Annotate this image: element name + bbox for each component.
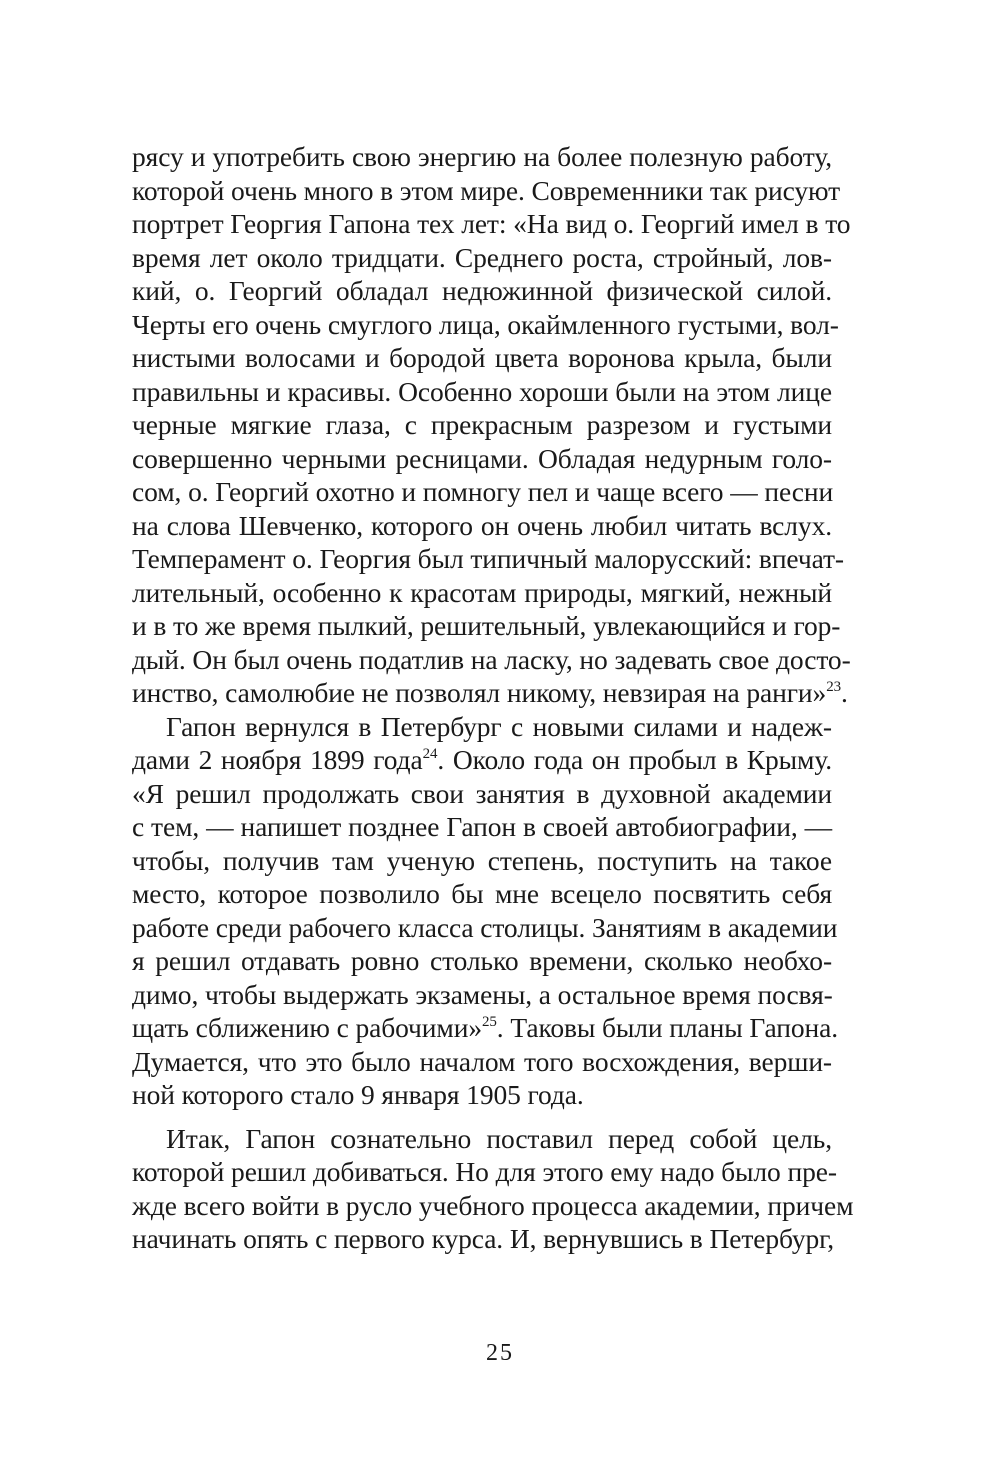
text-line: рясу и употребить свою энергию на более полезную работу, — [132, 141, 832, 172]
text-line: Темперамент о. Георгия был типичный малорусский: впечат- — [132, 543, 844, 574]
text-line: время лет около тридцати. Среднего роста, стройный, лов- — [132, 241, 832, 273]
text-line: дый. Он был очень податлив на ласку, но задевать свое досто- — [132, 643, 851, 675]
text-line — [132, 1011, 839, 1045]
line-text: инство, самолюбие не позволял никому, невзирая на ранги» — [132, 677, 827, 708]
paragraph-3 — [132, 1122, 854, 1256]
text-line: и в то же время пылкий, решительный, увлекающийся и гор- — [132, 610, 841, 641]
text-line: правильны и красивы. Особенно хороши были на этом лице — [132, 375, 832, 407]
text-line: черные мягкие глаза, с прекрасным разрезом и густыми — [132, 409, 832, 440]
text-line: Черты его очень смуглого лица, окаймленного густыми, вол- — [132, 308, 839, 340]
line-text: щать сближению с рабочими» — [132, 1012, 482, 1043]
text-line: я решил отдавать ровно столько времени, сколько необхо- — [132, 945, 832, 976]
text-line-last — [132, 676, 848, 710]
line-text: . Таковы были планы Гапона. — [496, 1012, 839, 1043]
text-line: чтобы, получив там ученую степень, поступить на такое — [132, 844, 832, 876]
text-line: которой очень много в этом мире. Современники так рисуют — [132, 174, 840, 206]
text-line: с тем, — напишет позднее Гапон в своей автобиографии, — — [132, 811, 832, 842]
text-line: работе среди рабочего класса столицы. Занятиям в академии — [132, 911, 838, 943]
text-line: совершенно черными ресницами. Обладая недурным голо- — [132, 442, 832, 474]
text-line-last: ной которого стало 9 января 1905 года. — [132, 1079, 584, 1110]
line-text: дами 2 ноября 1899 года — [132, 744, 423, 775]
body-text — [132, 140, 854, 1256]
text-line: кий, о. Георгий обладал недюжинной физической силой. — [132, 275, 832, 306]
line-text: . — [841, 677, 848, 708]
text-line: нистыми волосами и бородой цвета воронова крыла, были — [132, 342, 832, 373]
text-line: сом, о. Георгий охотно и помногу пел и чаще всего — песни — [132, 476, 834, 507]
text-line: на слова Шевченко, которого он очень любил читать вслух. — [132, 509, 832, 541]
text-line: портрет Георгия Гапона тех лет: «На вид о. Георгий имел в то — [132, 208, 851, 239]
paragraph-spacer — [132, 1112, 832, 1122]
text-line: Гапон вернулся в Петербург с новыми силами и надеж- — [166, 710, 832, 742]
text-line: которой решил добиваться. Но для этого ему надо было пре- — [132, 1156, 837, 1187]
text-line: начинать опять с первого курса. И, вернувшись в Петербург, — [132, 1223, 835, 1254]
footnote-ref: 24 — [422, 746, 438, 762]
paragraph-1 — [132, 140, 851, 710]
text-line: жде всего войти в русло учебного процесса академии, причем — [132, 1189, 854, 1221]
text-line: Думается, что это было началом того восхождения, верши- — [132, 1045, 832, 1077]
page-number: 25 — [486, 1340, 514, 1366]
text-line: «Я решил продолжать свои занятия в духовной академии — [132, 777, 832, 809]
line-text: . Около года он пробыл в Крыму. — [437, 744, 832, 775]
text-line: лительный, особенно к красотам природы, мягкий, нежный — [132, 576, 832, 608]
text-line — [132, 743, 832, 777]
footnote-ref: 23 — [826, 679, 841, 695]
paragraph-2 — [132, 710, 839, 1112]
footnote-ref: 25 — [481, 1014, 497, 1030]
text-line: Итак, Гапон сознательно поставил перед собой цель, — [166, 1122, 832, 1154]
text-line: димо, чтобы выдержать экзамены, а остальное время посвя- — [132, 978, 833, 1010]
text-line: место, которое позволило бы мне всецело посвятить себя — [132, 878, 832, 909]
